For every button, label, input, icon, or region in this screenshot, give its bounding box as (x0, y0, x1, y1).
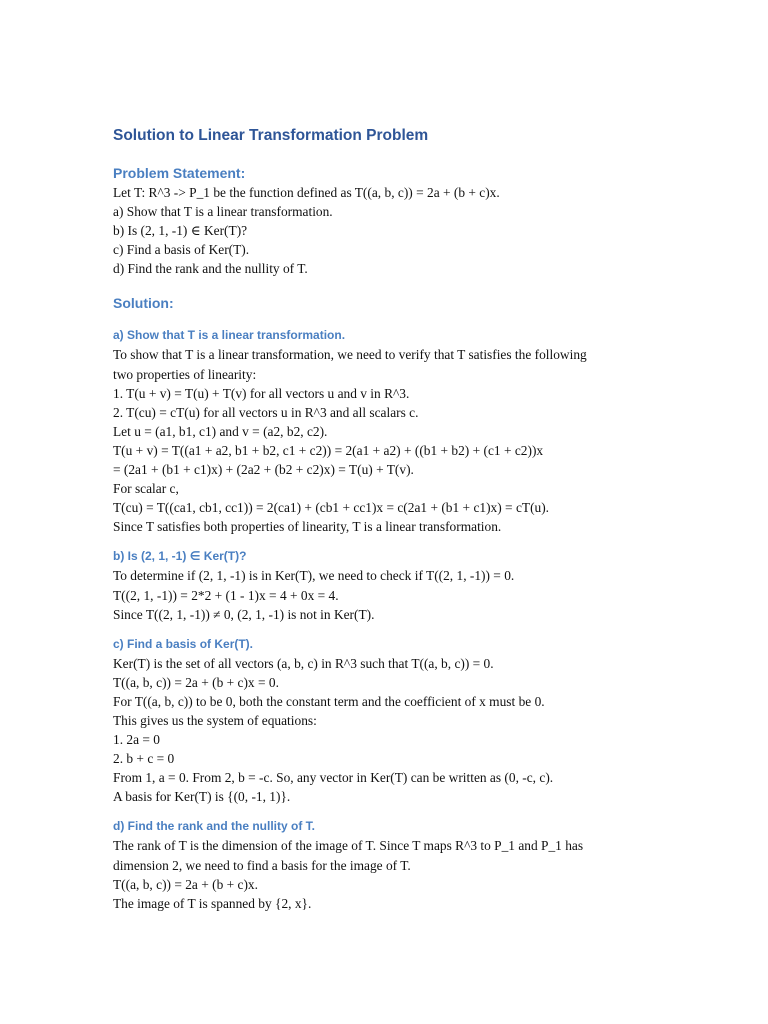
part-c-heading: c) Find a basis of Ker(T). (113, 636, 254, 651)
part-d-line: dimension 2, we need to find a basis for the image of T. (113, 857, 411, 873)
part-a-line: 1. T(u + v) = T(u) + T(v) for all vectors u and v in R^3. (113, 385, 410, 401)
part-c-line: 2. b + c = 0 (113, 751, 175, 767)
problem-line: c) Find a basis of Ker(T). (113, 242, 250, 258)
part-a-line: two properties of linearity: (113, 366, 257, 382)
part-a-line: Since T satisfies both properties of linearity, T is a linear transformation. (113, 519, 502, 535)
part-c-line: Ker(T) is the set of all vectors (a, b, c) in R^3 such that T((a, b, c)) = 0. (113, 655, 494, 671)
part-c-line: 1. 2a = 0 (113, 732, 160, 748)
solution-heading: Solution: (113, 295, 174, 312)
part-d-line: T((a, b, c)) = 2a + (b + c)x. (113, 876, 258, 892)
part-d-line: The rank of T is the dimension of the image of T. Since T maps R^3 to P_1 and P_1 has (113, 838, 584, 854)
problem-statement-heading: Problem Statement: (113, 165, 246, 181)
part-a-line: For scalar c, (113, 481, 179, 497)
problem-line: Let T: R^3 -> P_1 be the function defined as T((a, b, c)) = 2a + (b + c)x. (113, 185, 500, 200)
problem-line: a) Show that T is a linear transformation. (113, 204, 333, 220)
part-a-line: T(cu) = T((ca1, cb1, cc1)) = 2(ca1) + (cb1 + cc1)x = c(2a1 + (b1 + c1)x) = cT(u). (113, 500, 550, 516)
part-b-line: T((2, 1, -1)) = 2*2 + (1 - 1)x = 4 + 0x = 4. (113, 587, 339, 603)
problem-line: b) Is (2, 1, -1) ∈ Ker(T)? (113, 223, 248, 239)
part-d-heading: d) Find the rank and the nullity of T. (113, 819, 315, 834)
part-c-line: A basis for Ker(T) is {(0, -1, 1)}. (113, 789, 291, 805)
part-a-line: Let u = (a1, b1, c1) and v = (a2, b2, c2). (113, 423, 328, 439)
part-b-heading: b) Is (2, 1, -1) ∈ Ker(T)? (113, 549, 247, 564)
part-a-line: To show that T is a linear transformation, we need to verify that T satisfies the following (113, 347, 587, 363)
part-a-heading: a) Show that T is a linear transformation. (113, 328, 346, 343)
problem-line: d) Find the rank and the nullity of T. (113, 261, 308, 277)
part-d-line: The image of T is spanned by {2, x}. (113, 895, 312, 911)
part-b-line: To determine if (2, 1, -1) is in Ker(T), we need to check if T((2, 1, -1)) = 0. (113, 568, 515, 584)
part-c-line: This gives us the system of equations: (113, 712, 317, 728)
document-title: Solution to Linear Transformation Problem (113, 127, 429, 144)
part-a-line: = (2a1 + (b1 + c1)x) + (2a2 + (b2 + c2)x) = T(u) + T(v). (113, 462, 414, 478)
document-body (113, 125, 653, 913)
part-b-line: Since T((2, 1, -1)) ≠ 0, (2, 1, -1) is not in Ker(T). (113, 606, 375, 622)
part-c-line: T((a, b, c)) = 2a + (b + c)x = 0. (113, 674, 279, 690)
part-a-line: 2. T(cu) = cT(u) for all vectors u in R^3 and all scalars c. (113, 404, 419, 420)
part-a-line: T(u + v) = T((a1 + a2, b1 + b2, c1 + c2)) = 2(a1 + a2) + ((b1 + b2) + (c1 + c2))x (113, 442, 544, 458)
part-c-line: For T((a, b, c)) to be 0, both the constant term and the coefficient of x must be 0. (113, 693, 545, 709)
part-c-line: From 1, a = 0. From 2, b = -c. So, any vector in Ker(T) can be written as (0, -c, c). (113, 770, 554, 786)
